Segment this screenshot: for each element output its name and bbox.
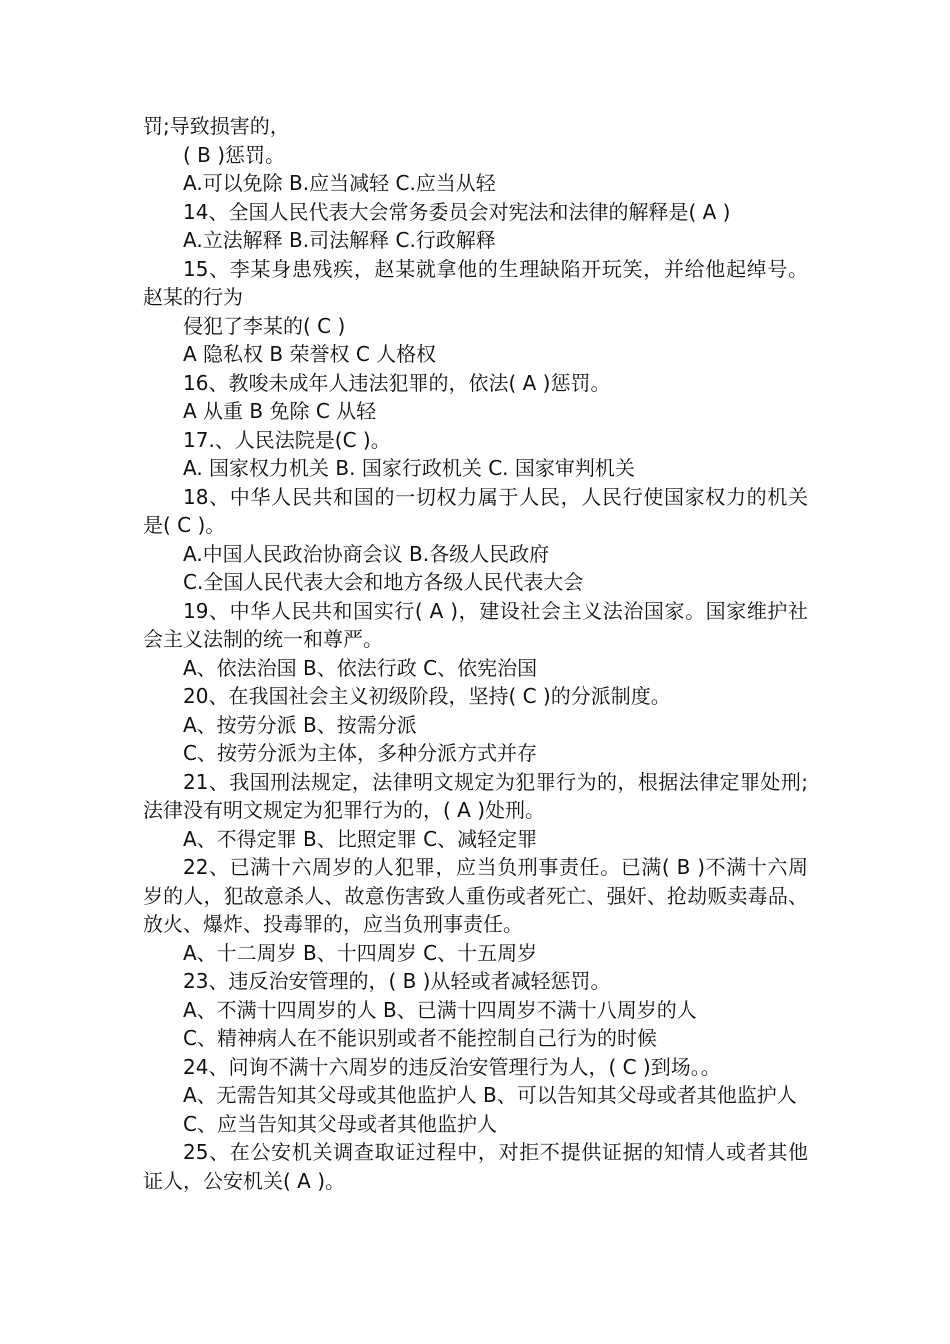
options-line: A. 国家权力机关 B. 国家行政机关 C. 国家审判机关 xyxy=(183,456,635,480)
options-line: C、精神病人在不能识别或者不能控制自己行为的时候 xyxy=(183,1026,657,1050)
question-14: 14、全国人民代表大会常务委员会对宪法和法律的解释是( A ) xyxy=(183,199,731,224)
options-line: C、按劳分派为主体，多种分派方式并存 xyxy=(183,741,537,765)
options-line: A、不得定罪 B、比照定罪 C、减轻定罪 xyxy=(183,826,538,851)
question-18: 18、中华人民共和国的一切权力属于人民，人民行使国家权力的机关是( C )。 xyxy=(143,484,808,537)
question-17: 17.、人民法院是(C )。 xyxy=(183,427,391,452)
options-line: A.可以免除 B.应当减轻 C.应当从轻 xyxy=(183,171,496,195)
text-line: 罚;导致损害的， xyxy=(143,114,290,138)
question-16: 16、教唆未成年人违法犯罪的，依法( A )惩罚。 xyxy=(183,370,611,395)
question-21: 21、我国刑法规定，法律明文规定为犯罪行为的，根据法律定罪处刑;法律没有明文规定为犯罪行为的，( A )处刑。 xyxy=(143,769,808,822)
question-23: 23、违反治安管理的，( B )从轻或者减轻惩罚。 xyxy=(183,969,611,993)
question-15: 15、李某身患残疾，赵某就拿他的生理缺陷开玩笑，并给他起绰号。赵某的行为 xyxy=(143,256,808,309)
options-line: A 隐私权 B 荣誉权 C 人格权 xyxy=(183,342,437,366)
question-19: 19、中华人民共和国实行( A )，建设社会主义法治国家。国家维护社会主义法制的统一和尊严。 xyxy=(143,598,808,651)
options-line: A、不满十四周岁的人 B、已满十四周岁不满十八周岁的人 xyxy=(183,997,697,1022)
answer-line: ( B )惩罚。 xyxy=(183,142,286,167)
question-22: 22、已满十六周岁的人犯罪，应当负刑事责任。已满( B )不满十六周岁的人，犯故意杀人、故意伤害致人重伤或者死亡、强奸、抢劫贩卖毒品、放火、爆炸、投毒罪的，应当负刑事责任。 xyxy=(143,855,808,936)
options-line: C、应当告知其父母或者其他监护人 xyxy=(183,1111,497,1136)
options-line: A、依法治国 B、依法行政 C、依宪治国 xyxy=(183,655,538,680)
question-20: 20、在我国社会主义初级阶段，坚持( C )的分派制度。 xyxy=(183,684,671,708)
options-line: A 从重 B 免除 C 从轻 xyxy=(183,399,377,423)
options-line: C.全国人民代表大会和地方各级人民代表大会 xyxy=(183,570,584,594)
question-25: 25、在公安机关调查取证过程中，对拒不提供证据的知情人或者其他证人，公安机关( A )。 xyxy=(143,1140,808,1193)
options-line: A.中国人民政治协商会议 B.各级人民政府 xyxy=(183,541,550,566)
question-15-continued: 侵犯了李某的( C ) xyxy=(183,313,346,338)
options-line: A、无需告知其父母或其他监护人 B、可以告知其父母或者其他监护人 xyxy=(183,1083,797,1107)
options-line: A.立法解释 B.司法解释 C.行政解释 xyxy=(183,228,496,252)
options-line: A、按劳分派 B、按需分派 xyxy=(183,712,417,737)
document-page xyxy=(143,112,808,1195)
options-line: A、十二周岁 B、十四周岁 C、十五周岁 xyxy=(183,940,538,965)
question-24: 24、问询不满十六周岁的违反治安管理行为人，( C )到场。。 xyxy=(183,1054,721,1079)
